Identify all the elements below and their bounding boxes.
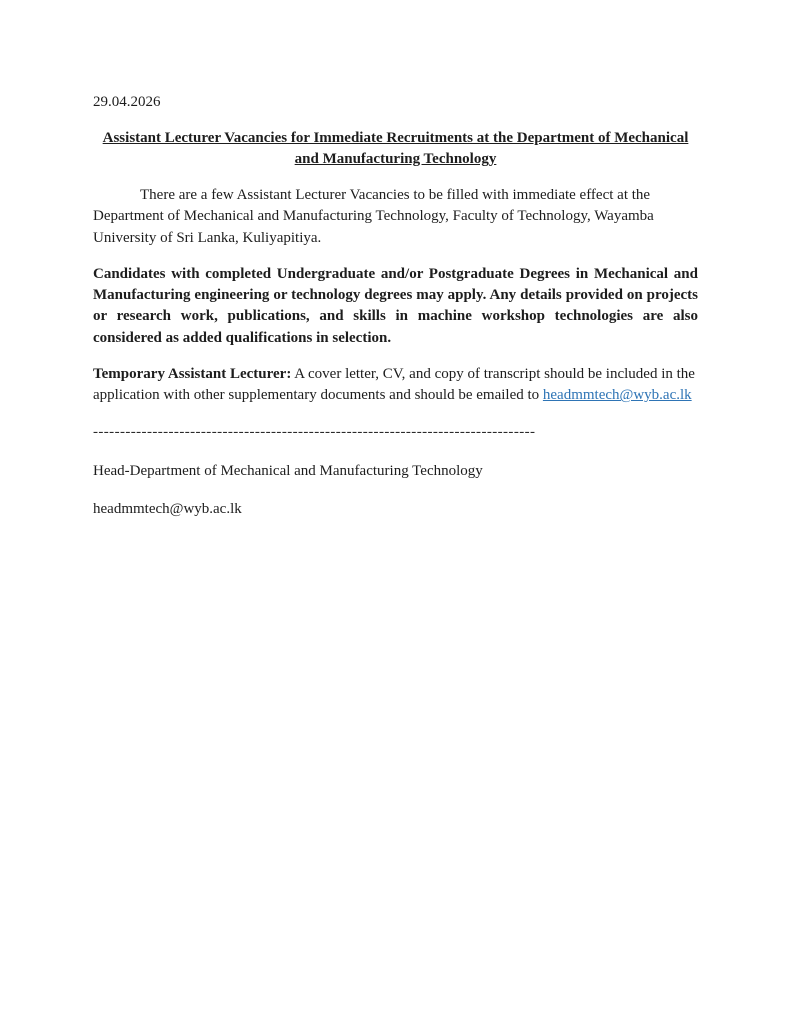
signature-line: Head-Department of Mechanical and Manufacturing Technology [93, 462, 483, 479]
temporary-paragraph-body: A cover letter, CV, and copy of transcript should be included in the application with other supplementary documents and should be emailed to [93, 366, 695, 404]
document-title [93, 128, 698, 170]
temporary-paragraph [93, 364, 698, 407]
email-link[interactable]: headmmtech@wyb.ac.lk [542, 387, 692, 404]
temporary-assistant-lecturer-label: Temporary Assistant Lecturer: [93, 366, 292, 383]
dashed-separator: ---------------------------------------------------------------------------------- [93, 423, 536, 440]
candidates-paragraph: Candidates with completed Undergraduate and/or Postgraduate Degrees in Mechanical and Manufacturing engineering or technology degrees may apply. Any details provided on projects or research work, publications, and skills in machine workshop technologies are also considered as added qualifications in selection. [93, 265, 698, 346]
intro-paragraph: There are a few Assistant Lecturer Vacancies to be filled with immediate effect at the Department of Mechanical and Manufacturing Technology, Faculty of Technology, Wayamba University of Sri Lanka, Kuliyapitiya. [93, 187, 654, 246]
document-title-line2: and Manufacturing Technology [294, 151, 497, 167]
document-title-line1: Assistant Lecturer Vacancies for Immediate Recruitments at the Department of Mechanical [102, 130, 689, 146]
contact-email: headmmtech@wyb.ac.lk [93, 501, 242, 518]
document-date: 29.04.2026 [93, 94, 161, 110]
